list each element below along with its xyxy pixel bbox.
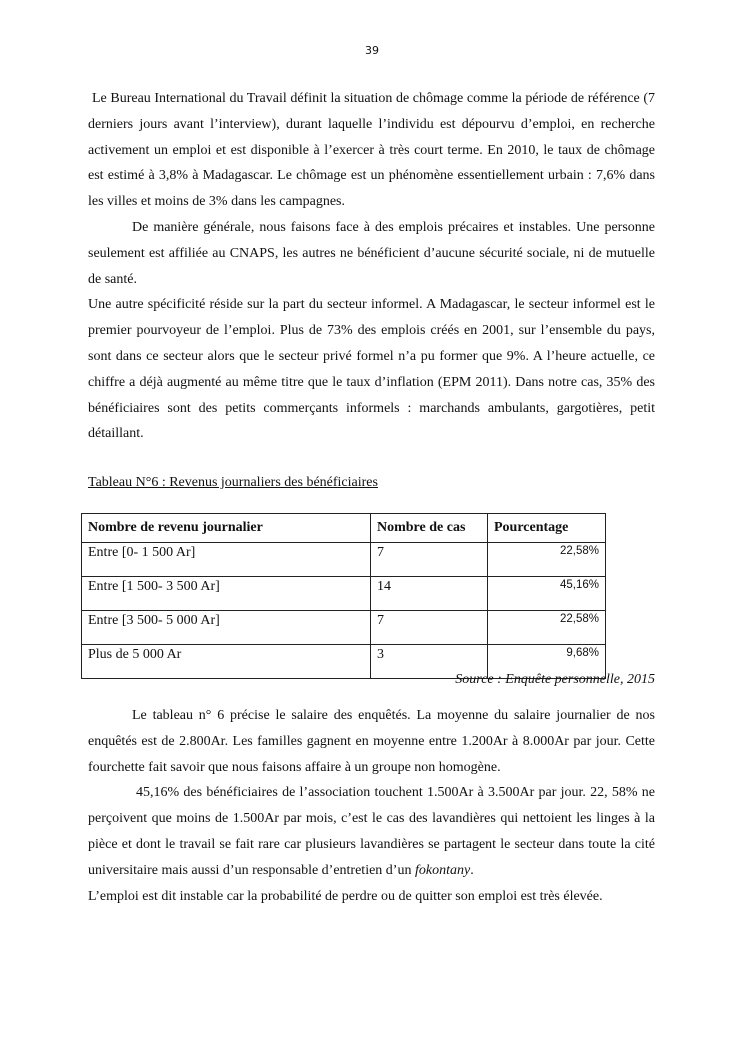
table-source: Source : Enquête personnelle, 2015 xyxy=(455,672,655,687)
cell-percent: 22,58% xyxy=(488,543,606,577)
body-text-top xyxy=(88,86,655,447)
paragraph-salaire: Le tableau n° 6 précise le salaire des enquêtés. La moyenne du salaire journalier de nos enquêtés est de 2.800Ar. Les familles gagnent en moyenne entre 1.200Ar à 8.000Ar par jour. Cette fourchette fait savoir que nous faisons affaire à un groupe non homogène. xyxy=(88,708,655,775)
cell-range: Entre [0- 1 500 Ar] xyxy=(82,543,371,577)
body-text-bottom xyxy=(88,703,655,909)
cell-count: 14 xyxy=(371,577,488,611)
paragraph-beneficiaires xyxy=(88,780,655,883)
fokontany-term: fokontany xyxy=(414,862,471,878)
paragraph-emplois-precaires: De manière générale, nous faisons face à des emplois précaires et instables. Une personne seulement est affiliée au CNAPS, les autres ne bénéficient d’aucune sécurité sociale, ni de mutuelle de santé. xyxy=(88,219,655,287)
cell-percent: 9,68% xyxy=(488,645,606,679)
cell-percent: 22,58% xyxy=(488,611,606,645)
paragraph-beneficiaires-text: 45,16% des bénéficiaires de l’association touchent 1.500Ar à 3.500Ar par jour. 22, 58% ne perçoivent que moins de 1.500Ar par mois, c’est le cas des lavandières qui nettoient les linges à la pièce et dont le travail se fait rare car plusieurs lavandières se partagent le secteur dans toute la cité universitaire mais aussi d’un responsable d’entretien d’un xyxy=(88,785,655,878)
paragraph-secteur-informel: Une autre spécificité réside sur la part du secteur informel. A Madagascar, le secteur informel est le premier pourvoyeur de l’emploi. Plus de 73% des emplois créés en 2001, sur l’ensemble du pays, sont dans ce secteur alors que le secteur privé formel n’a pu former que 9%. A l’heure actuelle, ce chiffre a déjà augmenté au même titre que le taux d’inflation (EPM 2011). Dans notre cas, 35% des bénéficiaires sont des petits commerçants informels : marchands ambulants, gargotières, petit détaillant. xyxy=(88,297,655,442)
cell-count: 3 xyxy=(371,645,488,679)
cell-range: Plus de 5 000 Ar xyxy=(82,645,371,679)
table-row xyxy=(82,611,606,645)
cell-percent: 45,16% xyxy=(488,577,606,611)
header-pourcentage: Pourcentage xyxy=(488,514,606,543)
table-row xyxy=(82,577,606,611)
revenue-table xyxy=(81,513,606,679)
table-header-row xyxy=(82,514,606,543)
cell-count: 7 xyxy=(371,611,488,645)
paragraph-chomage: Le Bureau International du Travail définit la situation de chômage comme la période de référence (7 derniers jours avant l’interview), durant laquelle l’individu est dépourvu d’emploi, en recherche activement un emploi et est disponible à l’exercer à très court terme. En 2010, le taux de chômage est estimé à 3,8% à Madagascar. Le chômage est un phénomène essentiellement urbain : 7,6% dans les villes et moins de 3% dans les campagnes. xyxy=(88,91,655,210)
header-nombre-cas: Nombre de cas xyxy=(371,514,488,543)
header-revenu: Nombre de revenu journalier xyxy=(82,514,371,543)
cell-count: 7 xyxy=(371,543,488,577)
table-caption: Tableau N°6 : Revenus journaliers des bénéficiaires xyxy=(88,475,378,490)
cell-range: Entre [3 500- 5 000 Ar] xyxy=(82,611,371,645)
paragraph-beneficiaires-end: . xyxy=(470,862,474,878)
paragraph-emploi-instable: L’emploi est dit instable car la probabilité de perdre ou de quitter son emploi est très élevée. xyxy=(88,888,603,904)
cell-range: Entre [1 500- 3 500 Ar] xyxy=(82,577,371,611)
page-number: 39 xyxy=(365,44,379,57)
table-row xyxy=(82,543,606,577)
